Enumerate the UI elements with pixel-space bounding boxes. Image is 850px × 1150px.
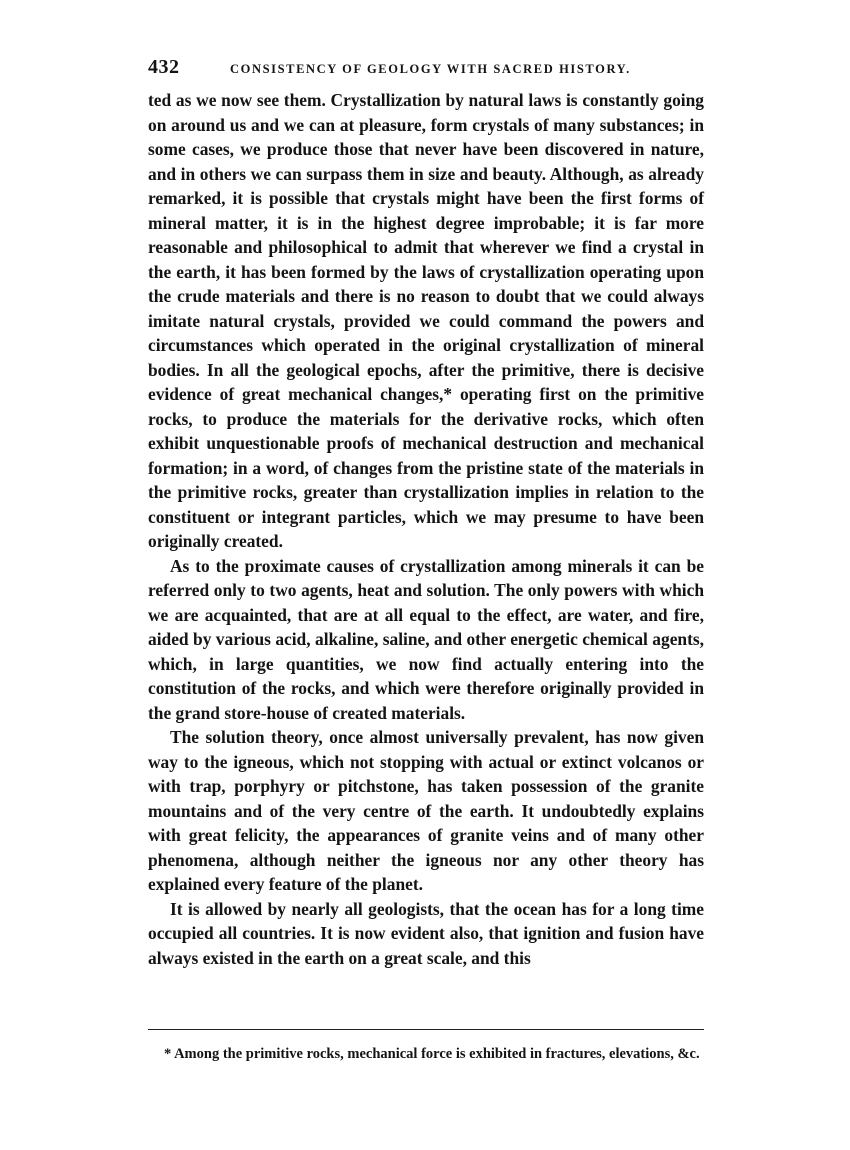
paragraph-crystallization-causes: As to the proximate causes of crystallization among minerals it can be referred only to two agents, heat and solution. The only powers with which we are acquainted, that are at all equal to the effect, are water, and fire, aided by various acid, alkaline, saline, and other energetic chemical agents, which, in large quantities, we now find actually entering into the constitution of the rocks, and which were therefore originally provided in the grand store-house of created materials. [148,555,704,723]
footnote-divider [148,1029,704,1030]
running-head-title: CONSISTENCY OF GEOLOGY WITH SACRED HISTORY. [230,62,631,76]
paragraph-solution-theory: The solution theory, once almost universally prevalent, has now given way to the igneous, which not stopping with actual or extinct volcanos or with trap, porphyry or pitchstone, has taken possession of the granite mountains and of the very centre of the earth. It undoubtedly explains with great felicity, the appearances of granite veins and of many other phenomena, although neither the igneous nor any other theory has explained every feature of the planet. [148,727,704,894]
paragraph-continued: ted as we now see them. Crystallization by natural laws is constantly going on around us and we can at pleasure, form crystals of many substances; in some cases, we produce those that never have been discovered in nature, and in others we can surpass them in size and beauty. Although, as already remarked, it is possible that crystals might have been the first forms of mineral matter, it is in the highest degree improbable; it is far more reasonable and philosophical to admit that wherever we find a crystal in the earth, it has been formed by the laws of crystallization operating upon the crude materials and there is no reason to doubt that we could always imitate natural crystals, provided we could command the powers and circumstances which operated in the original crystallization of mineral bodies. In all the geological epochs, after the primitive, there is decisive evidence of great mechanical changes,* operating first on the primitive rocks, to produce the materials for the derivative rocks, which often exhibit unquestionable proofs of mechanical destruction and mechanical formation; in a word, of changes from the pristine state of the materials in the primitive rocks, greater than crystallization implies in relation to the constituent or integrant particles, which we may presume to have been originally created. [148,90,704,551]
book-page [148,56,704,970]
running-head [148,56,704,82]
paragraph-ocean: It is allowed by nearly all geologists, that the ocean has for a long time occupied all countries. It is now evident also, that ignition and fusion have always existed in the earth on a great scale, and this [148,898,704,968]
page-number: 432 [148,56,180,78]
footnote: * Among the primitive rocks, mechanical force is exhibited in fractures, elevations, &c. [164,1046,700,1062]
body-text [148,88,704,970]
